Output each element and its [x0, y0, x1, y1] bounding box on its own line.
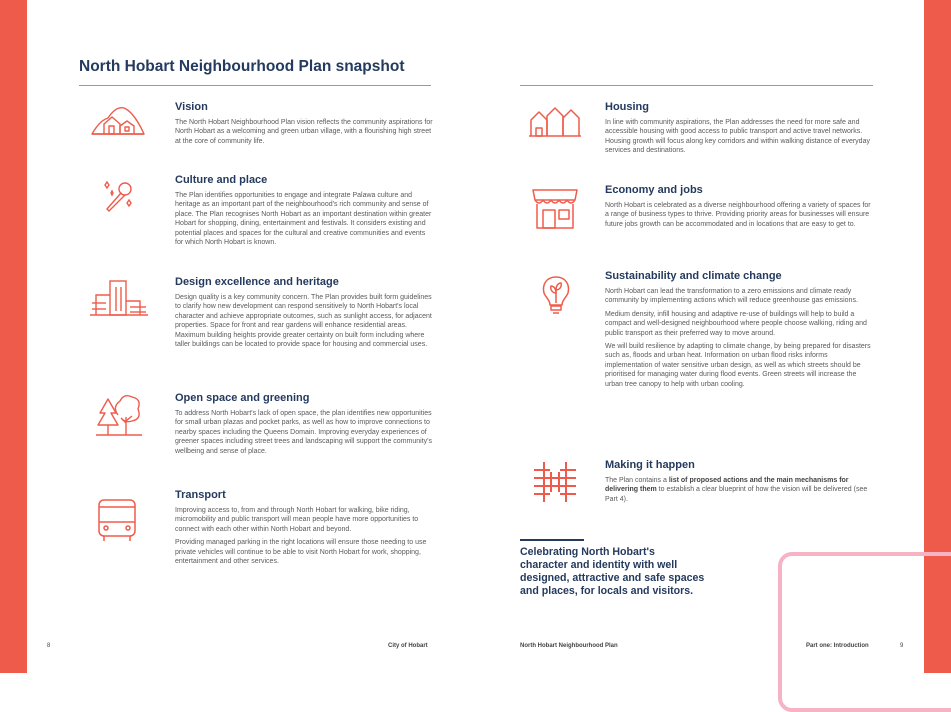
section-heading: Economy and jobs	[605, 184, 703, 196]
section-culture	[175, 174, 433, 251]
section-text: Providing managed parking in the right locations will ensure those needing to use private vehicles will continue to be able to visit North Hobart for work, shopping, entertainment and other services.	[175, 539, 427, 566]
section-text: Design quality is a key community concern. The Plan provides built form guidelines to clarify how new development can respond sensitively to North Hobart's local character and achieve appropriate outcomes, such as sunlight access, for adjacent properties. Space for front and rear gardens will enhance residential areas. Maximum building heights provide greater certainty on built form including where taller buildings can be located to provide space for housing and commercial uses.	[175, 294, 432, 349]
right-footer-part: Part one: Introduction	[806, 643, 869, 649]
section-vision	[175, 101, 433, 150]
section-housing	[605, 101, 873, 160]
section-text: The Plan contains a list of proposed actions and the main mechanisms for delivering them to establish a clear blueprint of how the vision will be delivered (see Part 4).	[605, 477, 868, 503]
section-text: In line with community aspirations, the Plan addresses the need for more safe and accessible housing with good access to public transport and active travel networks. Housing growth will focus along key corridors and within walking distance of everyday services and destinations.	[605, 119, 870, 155]
buildings-icon	[90, 277, 148, 317]
section-heading: Transport	[175, 489, 226, 501]
right-page-number: 9	[900, 643, 904, 649]
section-heading: Sustainability and climate change	[605, 270, 782, 282]
houses-icon	[529, 106, 581, 138]
section-heading: Culture and place	[175, 174, 268, 186]
left-accent-bar	[0, 0, 27, 673]
grid-pattern-icon	[534, 462, 576, 502]
section-text: The North Hobart Neighbourhood Plan vision reflects the community aspirations for North Hobart as a welcoming and green urban village, with a flourishing high street at the core of community life.	[175, 119, 433, 145]
left-footer-label: City of Hobart	[388, 643, 428, 649]
lightbulb-leaf-icon	[540, 275, 572, 317]
section-text: Medium density, infill housing and adaptive re-use of buildings will help to build a compact and well-designed neighbourhood where people choose walking, riding and public transport as their preferred way to move around.	[605, 310, 867, 337]
microphone-icon	[101, 179, 137, 215]
section-sustainability	[605, 270, 873, 393]
section-making-it-happen	[605, 459, 873, 508]
section-heading: Housing	[605, 101, 649, 113]
section-text: Improving access to, from and through North Hobart for walking, bike riding, micromobility and public transport will mean people have more opportunities to connect with each other within North Hobart and beyond.	[175, 507, 419, 533]
right-footer-label: North Hobart Neighbourhood Plan	[520, 643, 618, 649]
section-heading: Making it happen	[605, 459, 695, 471]
section-text: The Plan identifies opportunities to engage and integrate Palawa culture and heritage as an important part of the neighbourhood's rich community and sense of place. The Plan recognises North Hobart as an important destination within greater Hobart for shopping, dining, entertainment and festivals. It considers existing and potential places and spaces for the cultural and creative communities and events for which North Hobart is known.	[175, 192, 432, 247]
section-open-space	[175, 392, 433, 460]
section-heading: Vision	[175, 101, 208, 113]
section-design	[175, 276, 433, 353]
section-text: North Hobart can lead the transformation to a zero emissions and climate ready community by implementing actions which will reduce greenhouse gas emissions.	[605, 288, 858, 305]
shopfront-icon	[531, 186, 579, 230]
section-heading: Open space and greening	[175, 392, 310, 404]
section-text: To address North Hobart's lack of open space, the plan identifies new opportunities for small urban plazas and pocket parks, as well as how to improve connections to nearby spaces including the Queens Domain. Improving everyday experiences of greener spaces including street trees and landscaping will support the community's wellbeing and sense of place.	[175, 410, 432, 455]
title-rule-right	[520, 85, 873, 86]
pull-quote: Celebrating North Hobart's character and identity with well designed, attractive and safe spaces and places, for locals and visitors.	[520, 546, 705, 597]
section-heading: Design excellence and heritage	[175, 276, 339, 288]
trees-icon	[96, 393, 142, 437]
hill-houses-icon	[90, 106, 146, 136]
page-title: North Hobart Neighbourhood Plan snapshot	[79, 58, 405, 75]
section-text: We will build resilience by adapting to climate change, by being prepared for disasters such as, floods and urban heat. Information on urban flood risks informs implementation of water sensitive urban design, as well as which streets should be prioritised for managing water during flood events. Green streets will increase the urban tree canopy to help with urban cooling.	[605, 343, 871, 388]
quote-rule	[520, 539, 584, 541]
decorative-corner-frame	[778, 552, 951, 712]
title-rule-left	[79, 85, 431, 86]
section-transport	[175, 489, 433, 570]
bus-icon	[96, 497, 138, 543]
left-page-number: 8	[47, 643, 51, 649]
section-text: North Hobart is celebrated as a diverse neighbourhood offering a variety of spaces for a range of business types to thrive. Providing priority areas for businesses will ensure future jobs growth can be accommodated and in locations that are easy to get to.	[605, 202, 871, 228]
section-economy	[605, 184, 873, 233]
